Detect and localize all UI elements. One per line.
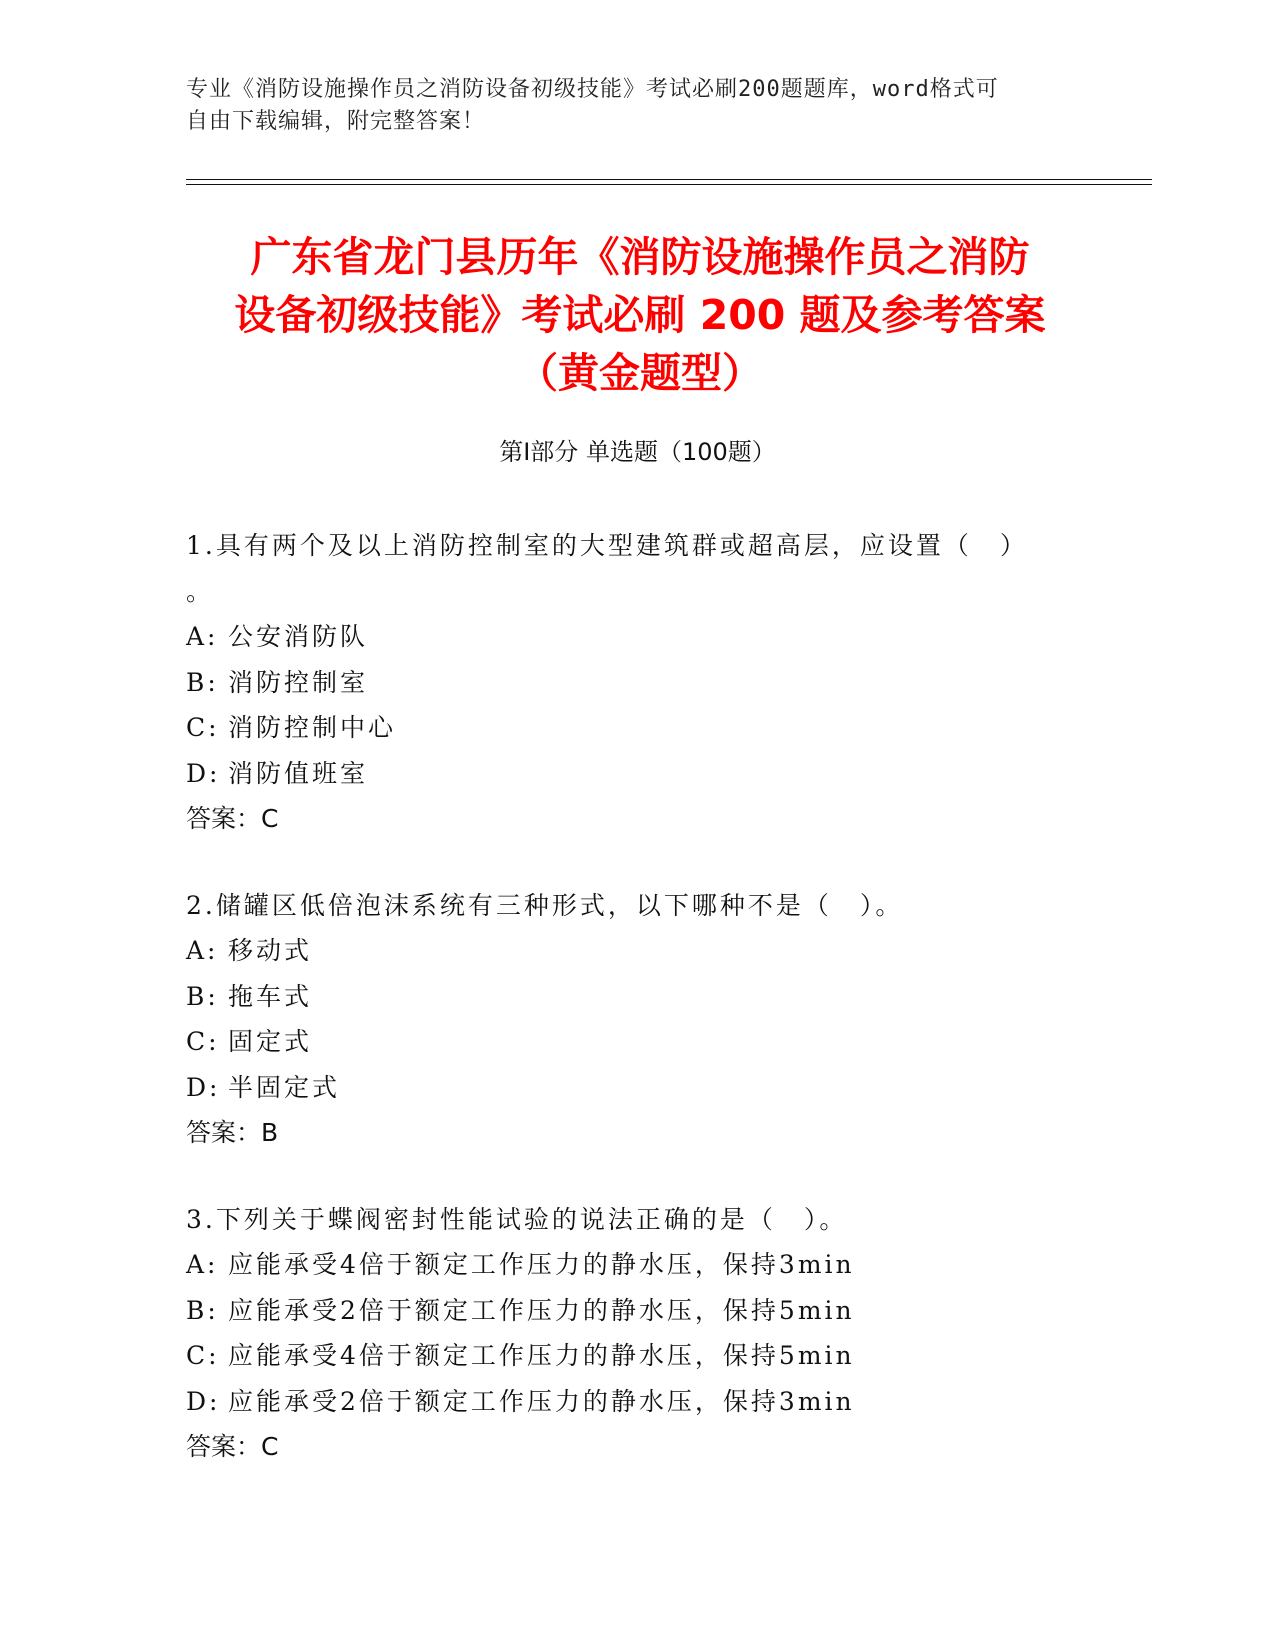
question-stem-continuation: 。 <box>186 576 212 606</box>
option-label: D: <box>186 758 221 788</box>
section-heading: 第Ⅰ部分 单选题（100题） <box>499 438 776 466</box>
option-label: C: <box>186 1341 220 1370</box>
answer: 答案：C <box>186 1432 279 1461</box>
option-text: 应能承受2倍于额定工作压力的静水压，保持5min <box>228 1295 855 1325</box>
option-text: 拖车式 <box>228 981 313 1011</box>
option-label: A: <box>186 622 219 651</box>
header-divider-top <box>186 179 1152 180</box>
option-a <box>186 1242 1086 1288</box>
option-c <box>186 705 1086 751</box>
option-label: A: <box>186 936 219 965</box>
option-text: 消防控制中心 <box>228 713 397 742</box>
document-title-line-3: （黄金题型） <box>517 349 763 397</box>
question-stem: 1.具有两个及以上消防控制室的大型建筑群或超高层，应设置（ ） <box>186 531 1028 560</box>
header-note <box>186 74 1066 138</box>
option-c <box>186 1333 1086 1379</box>
option-text: 固定式 <box>228 1027 313 1056</box>
question-list <box>186 523 1086 1511</box>
option-label: C: <box>186 1027 220 1056</box>
option-text: 消防值班室 <box>228 758 369 788</box>
document-title <box>160 228 1120 402</box>
header-note-line-2: 自由下载编辑，附完整答案！ <box>186 109 486 134</box>
question-stem: 3.下列关于蝶阀密封性能试验的说法正确的是（ ）。 <box>186 1204 848 1234</box>
header-note-line-1: 专业《消防设施操作员之消防设备初级技能》考试必刷200题题库，word格式可 <box>186 77 999 102</box>
option-label: D: <box>186 1386 221 1416</box>
header-divider-bottom <box>186 184 1152 185</box>
option-label: A: <box>186 1250 219 1279</box>
option-text: 消防控制室 <box>228 667 369 697</box>
option-c <box>186 1019 1086 1065</box>
question-1 <box>186 523 1086 842</box>
option-b <box>186 974 1086 1020</box>
answer: 答案：B <box>186 1118 279 1147</box>
document-title-line-1: 广东省龙门县历年《消防设施操作员之消防 <box>250 233 1030 281</box>
question-stem: 2.储罐区低倍泡沫系统有三种形式，以下哪种不是（ ）。 <box>186 890 904 920</box>
option-b <box>186 1288 1086 1334</box>
option-a <box>186 614 1086 660</box>
option-d <box>186 1065 1086 1111</box>
option-text: 应能承受4倍于额定工作压力的静水压，保持5min <box>228 1341 855 1370</box>
option-d <box>186 751 1086 797</box>
answer: 答案：C <box>186 804 279 833</box>
option-b <box>186 660 1086 706</box>
option-label: B: <box>186 981 219 1011</box>
document-title-line-2: 设备初级技能》考试必刷 200 题及参考答案 <box>234 291 1046 339</box>
option-d <box>186 1379 1086 1425</box>
option-label: B: <box>186 667 219 697</box>
option-label: D: <box>186 1072 221 1102</box>
option-text: 应能承受4倍于额定工作压力的静水压，保持3min <box>228 1250 855 1279</box>
option-text: 半固定式 <box>228 1072 341 1102</box>
option-text: 公安消防队 <box>228 622 369 651</box>
option-text: 应能承受2倍于额定工作压力的静水压，保持3min <box>228 1386 855 1416</box>
option-label: B: <box>186 1295 219 1325</box>
option-text: 移动式 <box>228 936 313 965</box>
option-label: C: <box>186 713 220 742</box>
question-3 <box>186 1197 1086 1470</box>
option-a <box>186 928 1086 974</box>
question-2 <box>186 883 1086 1156</box>
